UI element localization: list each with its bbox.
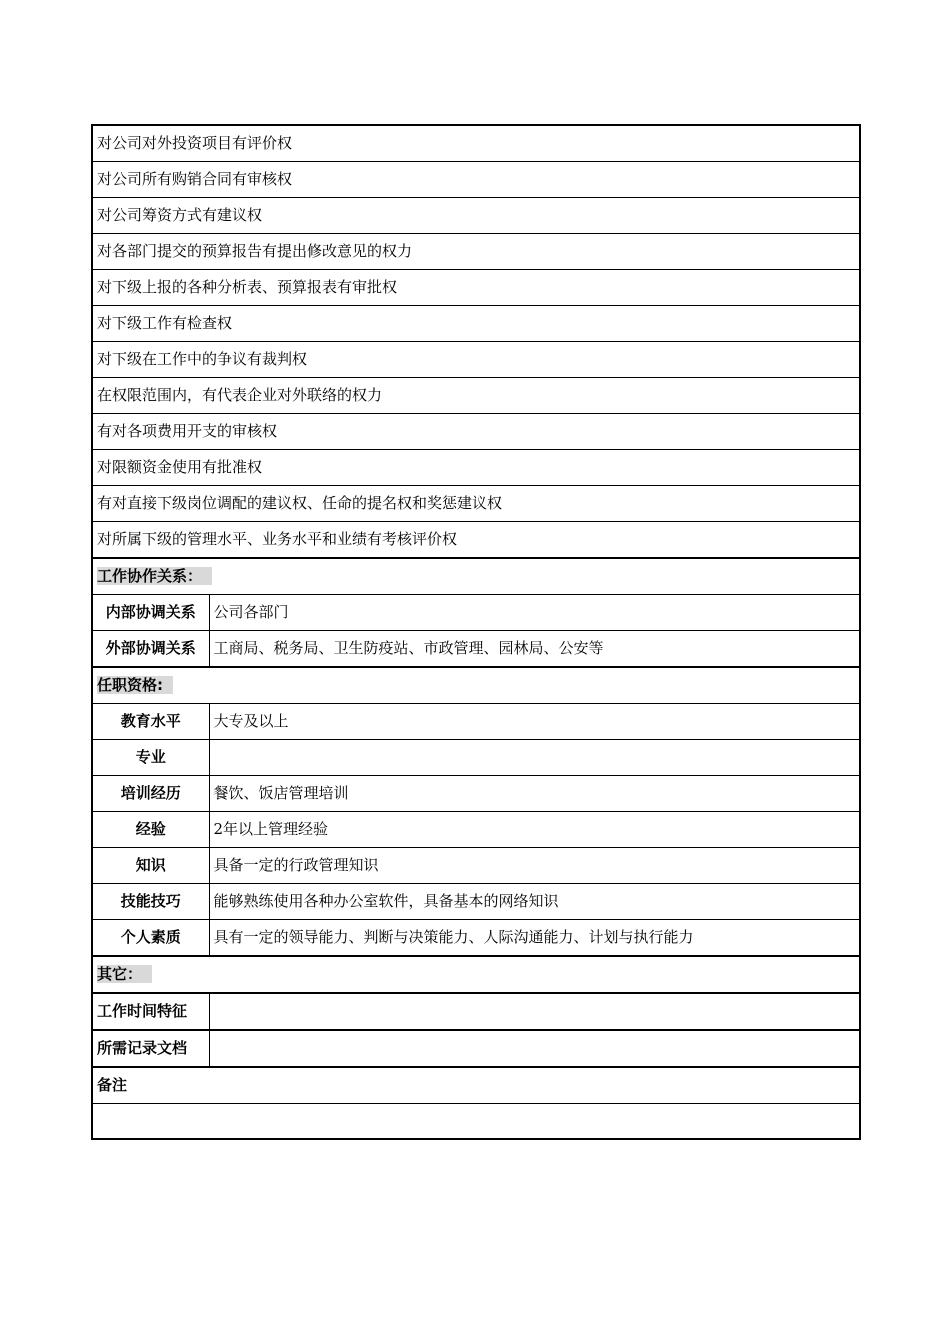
authority-item: 有对直接下级岗位调配的建议权、任命的提名权和奖惩建议权 (92, 486, 860, 522)
section-title-qualifications: 任职资格: (97, 676, 173, 694)
section-title-other: 其它： (97, 965, 152, 983)
section-header-other (92, 956, 860, 993)
coordination-label: 内部协调关系 (92, 595, 209, 631)
authority-item: 对所属下级的管理水平、业务水平和业绩有考核评价权 (92, 522, 860, 559)
section-title-coordination: 工作协作关系： (97, 567, 212, 585)
authority-item: 对下级在工作中的争议有裁判权 (92, 342, 860, 378)
qualification-row (92, 884, 860, 920)
qualification-label: 技能技巧 (92, 884, 209, 920)
authority-row (92, 450, 860, 486)
authority-row (92, 486, 860, 522)
authority-item: 在权限范围内，有代表企业对外联络的权力 (92, 378, 860, 414)
qualification-label: 知识 (92, 848, 209, 884)
qualification-row (92, 704, 860, 740)
coordination-label: 外部协调关系 (92, 631, 209, 668)
qualification-value (209, 740, 860, 776)
section-header-coordination (92, 558, 860, 595)
qualification-row (92, 740, 860, 776)
qualification-value: 餐饮、饭店管理培训 (209, 776, 860, 812)
authority-row (92, 234, 860, 270)
qualification-label: 培训经历 (92, 776, 209, 812)
other-value (209, 1030, 860, 1067)
qualification-value: 大专及以上 (209, 704, 860, 740)
qualification-row (92, 812, 860, 848)
authority-row (92, 378, 860, 414)
authority-item: 对公司对外投资项目有评价权 (92, 125, 860, 162)
section-header-notes (92, 1067, 860, 1104)
authority-item: 有对各项费用开支的审核权 (92, 414, 860, 450)
authority-row (92, 270, 860, 306)
qualification-value: 具备一定的行政管理知识 (209, 848, 860, 884)
authority-item: 对限额资金使用有批准权 (92, 450, 860, 486)
qualification-row (92, 848, 860, 884)
qualification-value: 2年以上管理经验 (209, 812, 860, 848)
authority-item: 对公司所有购销合同有审核权 (92, 162, 860, 198)
other-label: 所需记录文档 (92, 1030, 209, 1067)
authority-item: 对各部门提交的预算报告有提出修改意见的权力 (92, 234, 860, 270)
authority-row (92, 198, 860, 234)
notes-value (92, 1104, 860, 1139)
authority-row (92, 306, 860, 342)
authority-item: 对下级上报的各种分析表、预算报表有审批权 (92, 270, 860, 306)
qualification-label: 个人素质 (92, 920, 209, 957)
qualification-row (92, 920, 860, 957)
qualification-value: 具有一定的领导能力、判断与决策能力、人际沟通能力、计划与执行能力 (209, 920, 860, 957)
qualification-label: 教育水平 (92, 704, 209, 740)
authority-row (92, 414, 860, 450)
other-row (92, 993, 860, 1030)
qualification-value: 能够熟练使用各种办公室软件，具备基本的网络知识 (209, 884, 860, 920)
job-description-table (91, 124, 861, 1140)
coordination-value: 公司各部门 (209, 595, 860, 631)
section-title-notes: 备注 (92, 1067, 860, 1104)
other-value (209, 993, 860, 1030)
qualification-label: 专业 (92, 740, 209, 776)
authority-item: 对公司筹资方式有建议权 (92, 198, 860, 234)
qualification-row (92, 776, 860, 812)
authority-row (92, 162, 860, 198)
other-row (92, 1030, 860, 1067)
authority-row (92, 125, 860, 162)
authority-row (92, 342, 860, 378)
other-label: 工作时间特征 (92, 993, 209, 1030)
authority-item: 对下级工作有检查权 (92, 306, 860, 342)
authority-row (92, 522, 860, 559)
qualification-label: 经验 (92, 812, 209, 848)
notes-row (92, 1104, 860, 1139)
coordination-row (92, 595, 860, 631)
coordination-row (92, 631, 860, 668)
coordination-value: 工商局、税务局、卫生防疫站、市政管理、园林局、公安等 (209, 631, 860, 668)
section-header-qualifications (92, 667, 860, 704)
